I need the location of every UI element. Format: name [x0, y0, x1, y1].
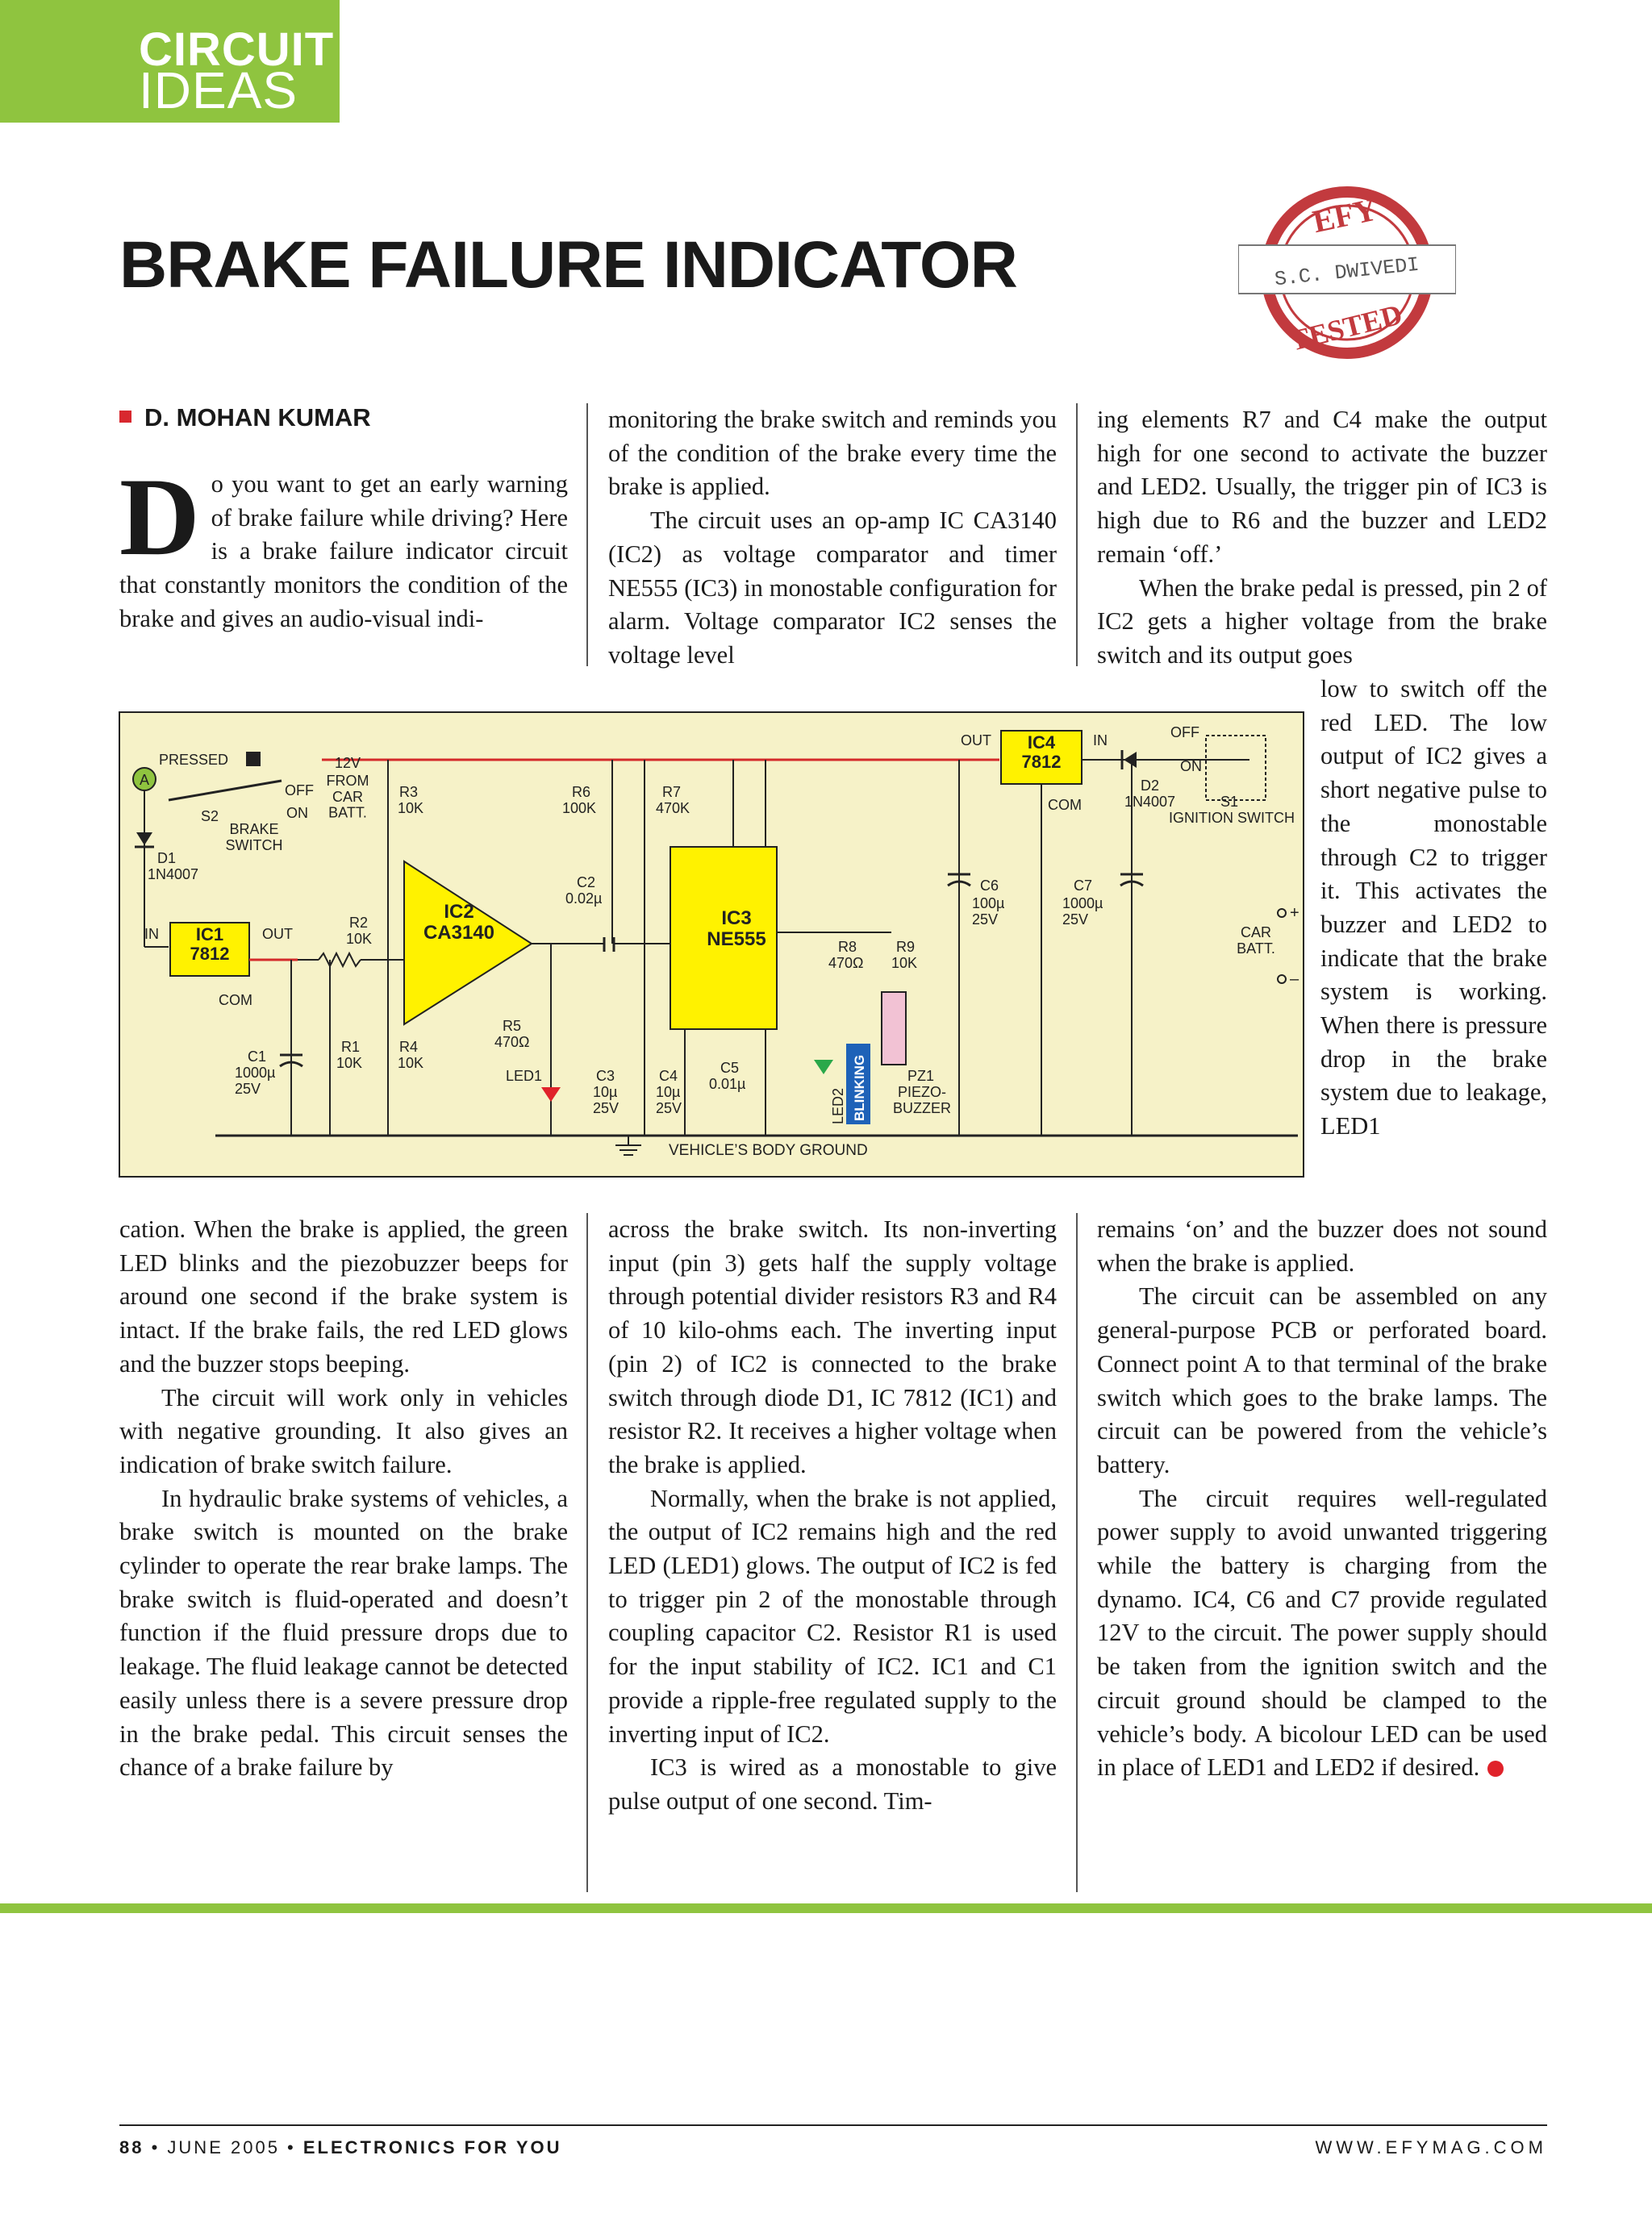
- d1-part: 1N4007: [148, 866, 199, 882]
- col3-bottom-p3: The circuit requires well-regulated power supply to avoid unwanted triggering while the battery is charging from the dynamo. IC4, C6 and C7 provide regulated 12V to the circuit. The power supply should be taken from the ignition switch and the circuit ground should be clamped to the vehicle’s body. A bicolour LED can be used in place of LED1 and LED2 if desired.: [1097, 1484, 1547, 1782]
- ic1-label: IC1: [195, 924, 224, 944]
- brake-switch-label: BRAKE SWITCH: [225, 821, 283, 853]
- s1-ignition-switch: [1206, 736, 1266, 800]
- r5-label: R5: [503, 1018, 522, 1034]
- ignition-line: IGNITION SWITCH: [1169, 810, 1295, 826]
- r7-label: R7: [662, 784, 682, 800]
- col2-top-p1: monitoring the brake switch and reminds you of the condition of the brake every time the brake is applied.: [608, 406, 1057, 501]
- col1-bottom-p2: The circuit will work only in vehicles with negative grounding. It also gives an indication of brake switch failure.: [119, 1383, 568, 1478]
- ic4-out-label: OUT: [961, 732, 991, 748]
- footer-url: WWW.EFYMAG.COM: [1315, 2137, 1547, 2157]
- issue-date: JUNE 2005: [167, 2137, 280, 2157]
- led1-label: LED1: [506, 1068, 543, 1084]
- col2-bottom-p3: IC3 is wired as a monostable to give pulse output of one second. Tim-: [608, 1753, 1057, 1815]
- c7-value: 1000µ 25V: [1062, 895, 1103, 928]
- section-label-circuit: CIRCUIT: [139, 23, 335, 76]
- ic1-out-label: OUT: [262, 926, 293, 942]
- c5-value: 0.01µ: [709, 1076, 746, 1092]
- r4-value: 10K: [398, 1055, 424, 1071]
- c4-label: C4: [659, 1068, 678, 1084]
- col1-top: [119, 455, 568, 636]
- ic4-label: IC4: [1027, 732, 1056, 752]
- ic1-com-label: COM: [219, 992, 252, 1008]
- r1-label: R1: [341, 1039, 361, 1055]
- r2-resistor: [319, 953, 361, 966]
- ic2-part: CA3140: [423, 922, 495, 944]
- r4-label: R4: [399, 1039, 419, 1055]
- ground-label: VEHICLE’S BODY GROUND: [669, 1142, 868, 1159]
- col3-top-p2: When the brake pedal is pressed, pin 2 of IC2 gets a higher voltage from the brake switch and its output goes: [1097, 573, 1547, 669]
- ic3-label: IC3: [721, 907, 752, 929]
- ignition-switch-label: [1169, 810, 1295, 826]
- s2-label: S2: [201, 808, 219, 824]
- author-name: D. MOHAN KUMAR: [144, 403, 371, 431]
- col3-bottom-p1: remains ‘on’ and the buzzer does not sound when the brake is applied.: [1097, 1215, 1547, 1277]
- batt-plus: +: [1290, 904, 1299, 922]
- d2-label: D2: [1141, 777, 1160, 794]
- c6-label: C6: [980, 878, 999, 894]
- s1-on-label: ON: [1180, 758, 1202, 774]
- col3-side-text: low to switch off the red LED. The low output of IC2 gives a short negative pulse to the monostable through C2 to trigger it. This activates the buzzer and LED2 to indicate that the brake system is working. When there is pressure drop in the brake system due to leakage, LED1: [1320, 675, 1547, 1140]
- r3-value: 10K: [398, 800, 424, 816]
- ic2-label: IC2: [444, 901, 474, 923]
- column-rule: [586, 403, 588, 666]
- ic4-in-label: IN: [1093, 732, 1108, 748]
- r5-value: 470Ω: [494, 1034, 530, 1050]
- s2-off-label: OFF: [285, 782, 314, 798]
- point-a-label: A: [139, 772, 150, 788]
- piezo-buzzer-label: PIEZO-BUZZER: [893, 1084, 951, 1116]
- col1-top-text: o you want to get an early warning of brake failure while driving? Here is a brake failure indicator circuit that constantly monitors the condition of the brake and gives an audio-visual indi-: [119, 470, 568, 632]
- ic3-part: NE555: [707, 928, 766, 950]
- c6-value: 100µ 25V: [972, 895, 1005, 928]
- col2-top: [608, 403, 1057, 673]
- stamp-middle-text: S.C. DWIVEDI: [1273, 252, 1420, 292]
- c5-label: C5: [720, 1060, 740, 1076]
- magazine-name: ELECTRONICS FOR YOU: [302, 2137, 562, 2157]
- col2-bottom-p2: Normally, when the brake is not applied, the output of IC2 remains high and the red LED (LED1) glows. The output of IC2 is fed to trigger pin 2 of the monostable through coupling capacitor C2. Resistor R1 is used for the input stability of IC2. IC1 and C1 provide a ripple-free regulated supply to the inverting input of IC2.: [608, 1484, 1057, 1748]
- c1-label: C1: [248, 1048, 267, 1065]
- s1-off-label: OFF: [1170, 724, 1199, 740]
- led2-green-icon: [814, 1060, 833, 1074]
- drop-cap: D: [119, 455, 200, 578]
- r9-value: 10K: [891, 955, 918, 971]
- ic1-part: 7812: [190, 944, 230, 964]
- v12-label: 12V: [335, 755, 361, 771]
- d2-part: 1N4007: [1124, 794, 1176, 810]
- r9-label: R9: [896, 939, 916, 955]
- c3-value: 10µ 25V: [593, 1084, 620, 1116]
- page-title: BRAKE FAILURE INDICATOR: [119, 228, 1017, 302]
- r6-label: R6: [572, 784, 591, 800]
- led2-label: LED2: [830, 1087, 846, 1124]
- c4-value: 10µ 25V: [656, 1084, 682, 1116]
- r3-label: R3: [399, 784, 419, 800]
- r6-value: 100K: [562, 800, 597, 816]
- circuit-schematic: [119, 711, 1304, 1178]
- col2-top-p2: The circuit uses an op-amp IC CA3140 (IC2) as voltage comparator and timer NE555 (IC3) in monostable configuration for alarm. Voltage comparator IC2 senses the voltage level: [608, 507, 1057, 669]
- c7-label: C7: [1074, 878, 1093, 894]
- c1-value: 1000µ 25V: [235, 1065, 276, 1097]
- col1-bottom-p3: In hydraulic brake systems of vehicles, a brake switch is mounted on the brake cylinder to operate the rear brake lamps. The brake switch is fluid-operated and doesn’t function if the fluid pressure drops due to leakage. The fluid leakage cannot be detected easily unless there is a severe pressure drop in the brake pedal. This circuit senses the chance of a brake failure by: [119, 1484, 568, 1782]
- col3-top: [1097, 403, 1547, 673]
- s1-label: S1: [1220, 794, 1239, 810]
- section-label-ideas: IDEAS: [139, 61, 298, 119]
- page-number: 88: [119, 2137, 144, 2157]
- col3-top-p1: ing elements R7 and C4 make the output high for one second to activate the buzzer and LED2. Usually, the trigger pin of IC3 is high due to R6 and the buzzer and LED2 remain ‘off.’: [1097, 406, 1547, 568]
- car-batt-label: CAR BATT.: [1237, 924, 1275, 957]
- d1-diode: [136, 832, 152, 845]
- r1-value: 10K: [336, 1055, 363, 1071]
- col2-bottom: [608, 1213, 1057, 1819]
- pz1-buzzer: [882, 992, 906, 1065]
- r8-label: R8: [838, 939, 857, 955]
- byline: [119, 403, 371, 432]
- bullet-square-icon: [119, 411, 131, 423]
- section-tab: [0, 0, 340, 123]
- pressed-label: PRESSED: [159, 752, 229, 768]
- pz1-label: PZ1: [907, 1068, 935, 1084]
- d1-label: D1: [157, 850, 177, 866]
- r2-label: R2: [349, 915, 369, 931]
- efy-tested-stamp: [1238, 179, 1456, 366]
- blinking-label: BLINKING: [852, 1054, 867, 1121]
- column-rule: [1076, 1213, 1078, 1892]
- c2-label: C2: [577, 874, 596, 890]
- end-mark-icon: [1487, 1761, 1504, 1777]
- from-car-batt-label: FROM CAR BATT.: [326, 773, 369, 821]
- led1-red-icon: [541, 1087, 561, 1102]
- ic4-com-label: COM: [1048, 797, 1082, 813]
- col2-bottom-p1: across the brake switch. Its non-inverting input (pin 3) gets half the supply voltage through potential divider resistors R3 and R4 of 10 kilo-ohms each. The inverting input (pin 2) of IC2 is connected to the brake switch through diode D1, IC 7812 (IC1) and resistor R2. It receives a higher voltage when the brake is applied.: [608, 1215, 1057, 1478]
- footer-left: 88 • JUNE 2005 • ELECTRONICS FOR YOU: [119, 2137, 562, 2157]
- ground-icon: [615, 1136, 641, 1155]
- col3-bottom-p2: The circuit can be assembled on any general-purpose PCB or perforated board. Connect point A to that terminal of the brake switch which goes to the brake lamps. The circuit can be powered from the vehicle’s battery.: [1097, 1282, 1547, 1478]
- ic1-in-label: IN: [144, 926, 159, 942]
- d2-diode: [1124, 752, 1137, 768]
- r2-value: 10K: [346, 931, 373, 947]
- col3-side: [1320, 673, 1547, 1144]
- stamp-top-text: EFY: [1309, 190, 1380, 240]
- ic4-part: 7812: [1021, 752, 1062, 772]
- footer-rule: [119, 2124, 1547, 2126]
- accent-bar: [0, 1903, 1652, 1913]
- s2-on-label: ON: [286, 805, 308, 821]
- r7-value: 470K: [656, 800, 690, 816]
- col1-bottom: [119, 1213, 568, 1785]
- c3-label: C3: [596, 1068, 615, 1084]
- c2-value: 0.02µ: [565, 890, 603, 907]
- stamp-bottom-text: TESTED: [1286, 298, 1406, 357]
- column-rule: [586, 1213, 588, 1892]
- r8-value: 470Ω: [828, 955, 864, 971]
- column-rule: [1076, 403, 1078, 666]
- col1-bottom-p1: cation. When the brake is applied, the green LED blinks and the piezobuzzer beeps for around one second if the brake system is intact. If the brake fails, the red LED glows and the buzzer stops beeping.: [119, 1215, 568, 1378]
- col3-bottom: [1097, 1213, 1547, 1785]
- batt-minus: –: [1290, 970, 1299, 988]
